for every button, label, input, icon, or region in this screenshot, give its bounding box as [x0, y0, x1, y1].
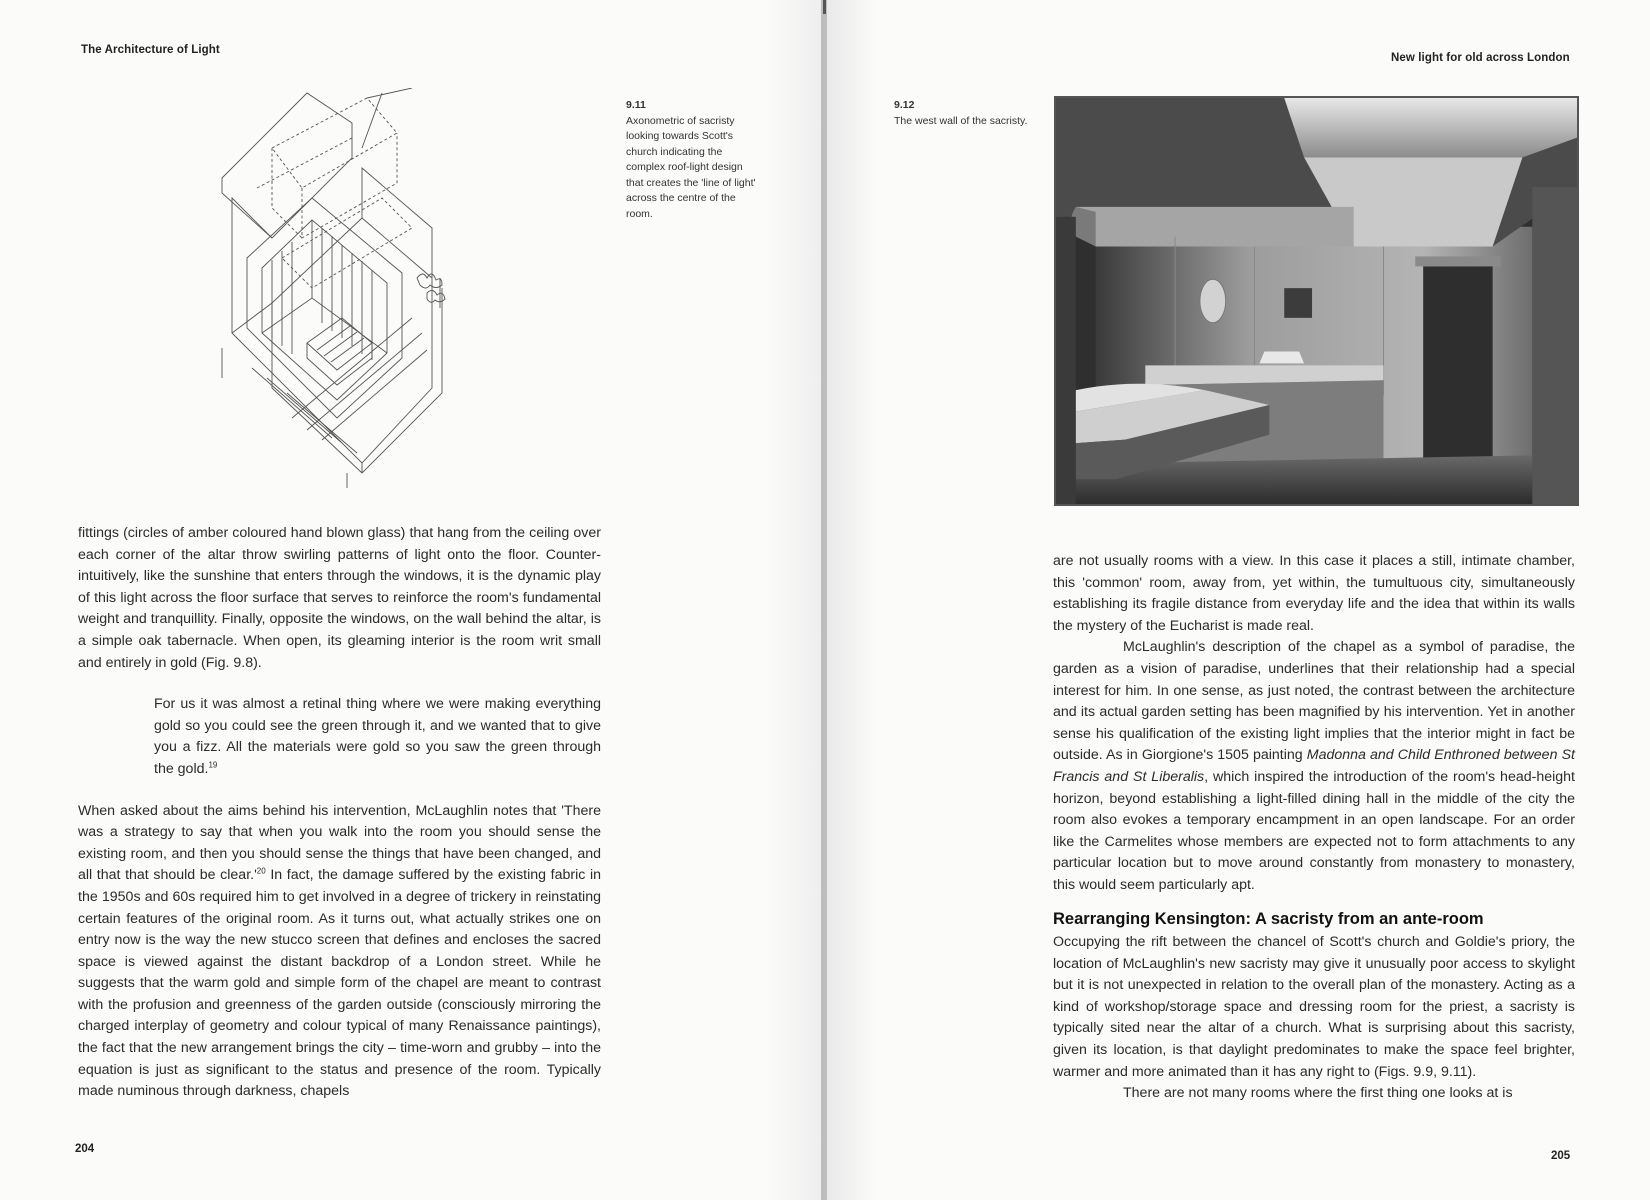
figure-number: 9.12	[894, 99, 915, 111]
section-heading: Rearranging Kensington: A sacristy from an ante-room	[1053, 909, 1484, 928]
sacristy-photo	[1054, 96, 1579, 506]
spacer	[78, 674, 601, 694]
right-page-body	[1053, 551, 1575, 1105]
figure-caption-9-11	[626, 98, 756, 222]
gutter-mark	[823, 0, 826, 14]
running-head-right: New light for old across London	[1391, 52, 1570, 64]
paragraph-text: , which inspired the introduction of the room's head-height horizon, beyond establishing a light-filled dining hall in the middle of the city the room also evokes a temporary encampment in an open landscape. For an order like the Carmelites whose members are expected not to form attachments to any particular location but to move around constantly from monastery to monastery, this would seem particularly apt.	[1053, 768, 1575, 893]
page-number-left: 204	[75, 1143, 95, 1155]
paragraph	[1053, 637, 1575, 896]
footnote-ref: 20	[256, 866, 266, 876]
figure-caption-9-12	[894, 98, 1044, 129]
paragraph	[78, 801, 601, 1103]
figure-caption-text: The west wall of the sacristy.	[894, 114, 1028, 127]
figure-number: 9.11	[626, 99, 646, 111]
left-page-body	[78, 523, 601, 1103]
figure-caption-text: Axonometric of sacristy looking towards Scott's church indicating the complex roof-light design that creates the 'line of light' across the centre of the room.	[626, 114, 756, 220]
paragraph: fittings (circles of amber coloured hand blown glass) that hang from the ceiling over each corner of the altar throw swirling patterns of light onto the floor. Counter-intuitively, like the sunshine that enters through the windows, it is the dynamic play of this light across the floor surface that serves to reinforce the room's fundamental weight and tranquillity. Finally, opposite the windows, on the wall behind the altar, is a simple oak tabernacle. When open, its gleaming interior is the room writ small and entirely in gold (Fig. 9.8).	[78, 525, 601, 671]
footnote-ref: 19	[208, 760, 218, 770]
running-head-left: The Architecture of Light	[81, 44, 220, 56]
left-page	[0, 0, 823, 1200]
paragraph-text: When asked about the aims behind his intervention, McLaughlin notes that 'There was a strategy to say that when you walk into the room you should sense the existing room, and then you should sense the things that have been changed, and all that that should be clear.'	[78, 802, 601, 884]
page-number-right: 205	[1551, 1150, 1571, 1162]
paragraph: Occupying the rift between the chancel of Scott's church and Goldie's priory, the location of McLaughlin's new sacristy may give it unusually poor access to skylight but it is not unexpected in relation to the overall plan of the monastery. Acting as a kind of workshop/storage space and dressing room for the priest, a sacristy is typically sited near the altar of a church. What is surprising about this sacristy, given its location, is that daylight predominates to make the space feel brighter, warmer and more animated than it has any right to (Figs. 9.9, 9.11).	[1053, 934, 1575, 1080]
axonometric-drawing	[212, 88, 472, 488]
paragraph-text: In fact, the damage suffered by the existing fabric in the 1950s and 60s required him to get involved in a degree of trickery in reinstating certain features of the original room. As it turns out, what actually strikes one on entry now is the way the new stucco screen that defines and encloses the sacred space is viewed against the distant backdrop of a London street. While he suggests that the warm gold and simple form of the chapel are meant to contrast with the profusion and greenness of the garden outside (consciously mirroring the charged interplay of geometry and colour typical of many Renaissance paintings), the fact that the new arrangement brings the city – time-worn and grubby – into the equation is just as significant to the status and presence of the room. Typically made numinous through darkness, chapels	[78, 867, 601, 1100]
block-quote	[154, 694, 601, 780]
paragraph: are not usually rooms with a view. In this case it places a still, intimate chamber, this 'common' room, away from, yet within, the tumultuous city, simultaneously establishing its fragile distance from everyday life and the idea that within its walls the mystery of the Eucharist is made real.	[1053, 553, 1575, 634]
quote-text: For us it was almost a retinal thing where we were making everything gold so you could see the green through it, and we wanted that to give you a fizz. All the materials were gold so you saw the green through the gold.	[154, 696, 601, 777]
painting-title: Madonna and Child Enthroned between St Francis and St Liberalis	[1053, 747, 1575, 785]
paragraph-text: McLaughlin's description of the chapel as a symbol of paradise, the garden as a vision of paradise, underlines that their relationship had a special interest for him. In one sense, as just noted, the contrast between the architecture and its actual garden setting has been magnified by his intervention. Yet in another sense his qualification of the existing light implies that the interior might in fact be outside. As in Giorgione's 1505 painting	[1053, 639, 1575, 764]
spacer	[78, 781, 601, 801]
paragraph: There are not many rooms where the first thing one looks at is	[1123, 1085, 1513, 1102]
